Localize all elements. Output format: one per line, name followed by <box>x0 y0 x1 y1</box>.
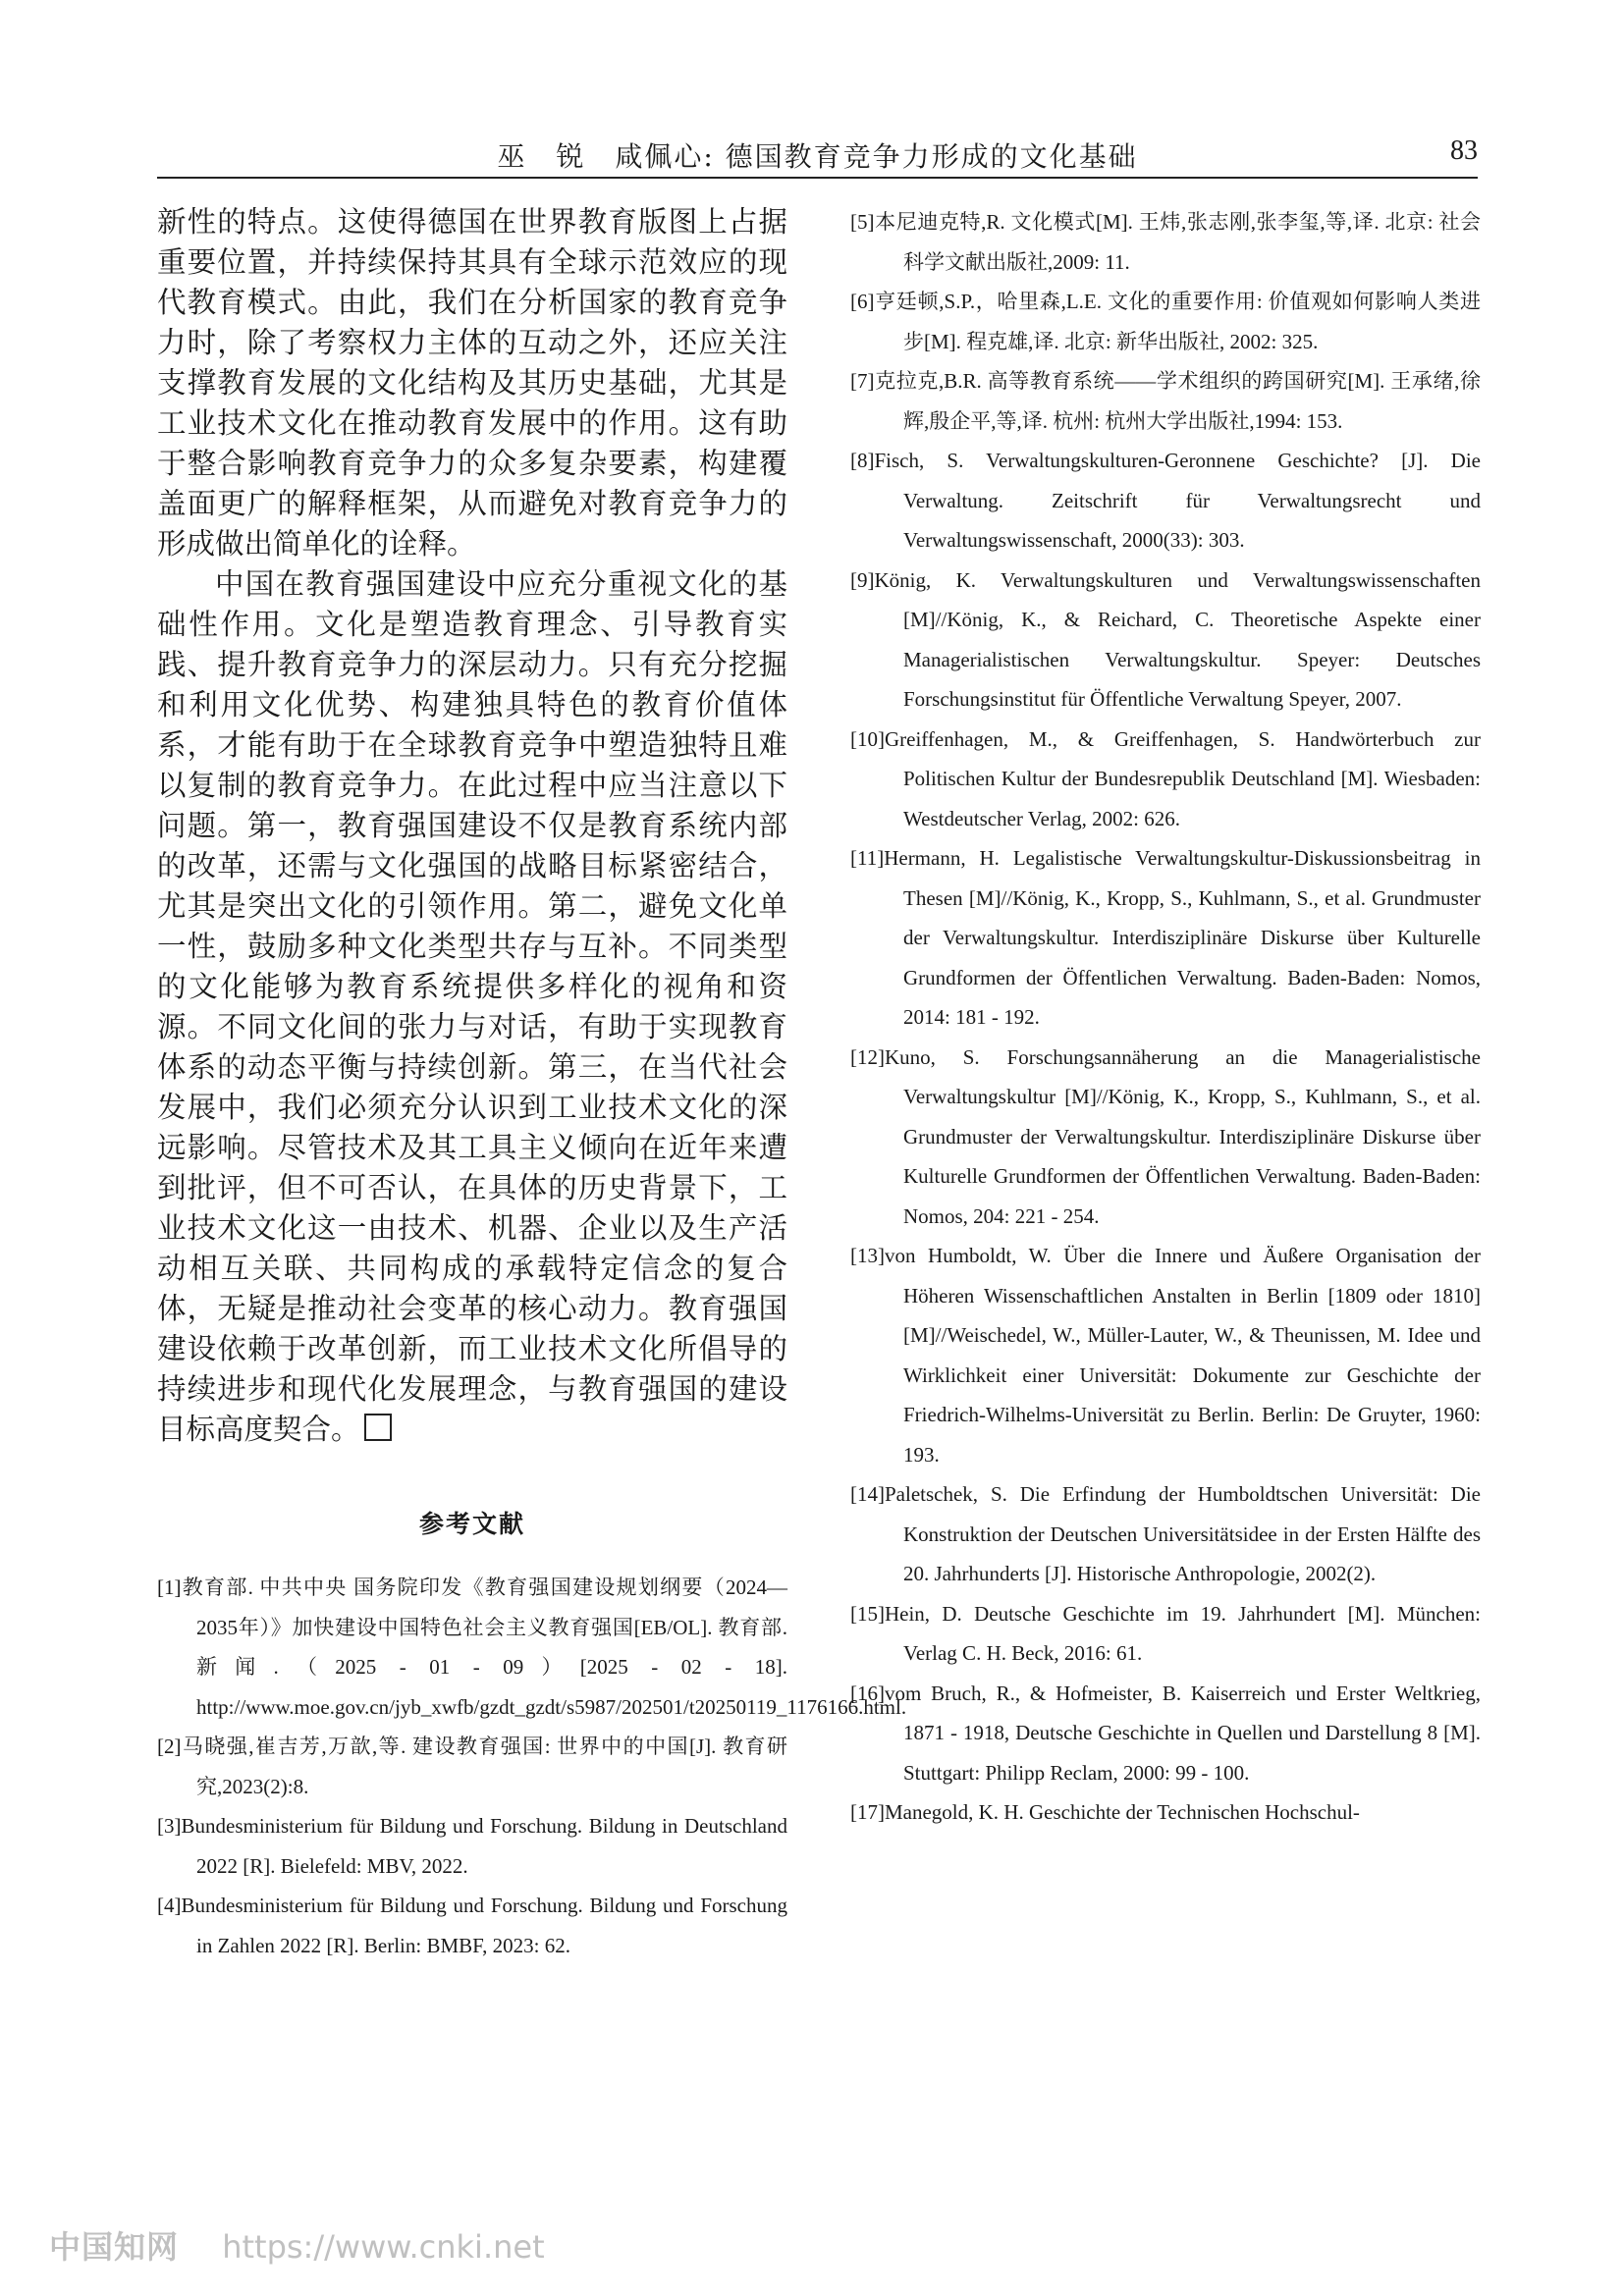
running-header <box>157 126 1478 175</box>
reference-item: [9]König, K. Verwaltungskulturen und Verwaltungswissenschaften [M]//König, K., & Reichard, C. Theoretische Aspekte einer Managerialistischen Verwaltungskultur. Speyer: Deutsches Forschungsinstitut für Öffentliche Verwaltung Speyer, 2007. <box>850 567 1481 711</box>
page-number: 83 <box>1450 135 1478 166</box>
footer-site-name: 中国知网 <box>49 2228 180 2266</box>
footer-watermark <box>49 2222 545 2268</box>
reference-item: [5]本尼迪克特,R. 文化模式[M]. 王炜,张志刚,张李玺,等,译. 北京: 社会科学文献出版社,2009: 11. <box>850 210 1481 274</box>
reference-item: [11]Hermann, H. Legalistische Verwaltungskultur-Diskussionsbeitrag in Thesen [M]//König, K., Kropp, S., Kuhlmann, S., et al. Grundmuster der Verwaltungskultur. Interdisziplinäre Diskurse über Kulturelle Grundformen der Öffentlichen Verwaltung. Baden-Baden: Nomos, 2014: 181 - 192. <box>850 846 1481 1029</box>
reference-item: [10]Greiffenhagen, M., & Greiffenhagen, S. Handwörterbuch zur Politischen Kultur der Bundesrepublik Deutschland [M]. Wiesbaden: Westdeutscher Verlag, 2002: 626. <box>850 726 1481 830</box>
reference-item: [6]亨廷顿,S.P.，哈里森,L.E. 文化的重要作用: 价值观如何影响人类进步[M]. 程克雄,译. 北京: 新华出版社, 2002: 325. <box>850 290 1481 353</box>
header-rule <box>157 177 1478 179</box>
footer-url-link[interactable]: https://www.cnki.net <box>222 2228 545 2266</box>
reference-item: [3]Bundesministerium für Bildung und Forschung. Bildung in Deutschland 2022 [R]. Bielefeld: MBV, 2022. <box>157 1814 787 1878</box>
references-heading: 参考文献 <box>418 1510 525 1538</box>
body-paragraph <box>157 564 787 1450</box>
reference-item: [2]马晓强,崔吉芳,万歆,等. 建设教育强国: 世界中的中国[J]. 教育研究,2023(2):8. <box>157 1735 787 1798</box>
reference-item: [4]Bundesministerium für Bildung und Forschung. Bildung und Forschung in Zahlen 2022 [R]. Berlin: BMBF, 2023: 62. <box>157 1894 787 1957</box>
reference-item: [13]von Humboldt, W. Über die Innere und Äußere Organisation der Höheren Wissenschaftlichen Anstalten in Berlin [1809 oder 1810] [M]//Weischedel, W., Müller-Lauter, W., & Theunissen, M. Idee und Wirklichkeit einer Universität: Dokumente zur Geschichte der Friedrich-Wilhelms-Universität zu Berlin. Berlin: De Gruyter, 1960: 193. <box>850 1244 1481 1467</box>
right-column <box>850 202 1481 1833</box>
left-column <box>157 202 907 1965</box>
running-header-title: 巫 锐 咸佩心: 德国教育竞争力形成的文化基础 <box>497 140 1138 173</box>
end-of-article-mark <box>364 1414 392 1441</box>
reference-item: [16]vom Bruch, R., & Hofmeister, B. Kaiserreich und Erster Weltkrieg, 1871 - 1918, Deutsche Geschichte in Quellen und Darstellung 8 [M]. Stuttgart: Philipp Reclam, 2000: 99 - 100. <box>850 1681 1481 1785</box>
reference-item: [15]Hein, D. Deutsche Geschichte im 19. Jahrhundert [M]. München: Verlag C. H. Beck, 2016: 61. <box>850 1601 1481 1665</box>
reference-item: [1]教育部. 中共中央 国务院印发《教育强国建设规划纲要（2024—2035年）》加快建设中国特色社会主义教育强国[EB/OL]. 教育部. 新闻.（2025 - 01 - 09）[2025 - 02 - 18]. http://www.moe.gov.cn/jyb_xwfb/gzdt_gzdt/s5987/202501/t20250119_1176166.html. <box>157 1575 907 1719</box>
reference-item: [12]Kuno, S. Forschungsannäherung an die Managerialistische Verwaltungskultur [M]//König, K., Kropp, S., Kuhlmann, S., et al. Grundmuster der Verwaltungskultur. Interdisziplinäre Diskurse über Kulturelle Grundformen der Öffentlichen Verwaltung. Baden-Baden: Nomos, 204: 221 - 254. <box>850 1044 1481 1228</box>
body-paragraph-text: 中国在教育强国建设中应充分重视文化的基础性作用。文化是塑造教育理念、引导教育实践、提升教育竞争力的深层动力。只有充分挖掘和利用文化优势、构建独具特色的教育价值体系，才能有助于在全球教育竞争中塑造独特且难以复制的教育竞争力。在此过程中应当注意以下问题。第一，教育强国建设不仅是教育系统内部的改革，还需与文化强国的战略目标紧密结合，尤其是突出文化的引领作用。第二，避免文化单一性，鼓励多种文化类型共存与互补。不同类型的文化能够为教育系统提供多样化的视角和资源。不同文化间的张力与对话，有助于实现教育体系的动态平衡与持续创新。第三，在当代社会发展中，我们必须充分认识到工业技术文化的深远影响。尽管技术及其工具主义倾向在近年来遭到批评，但不可否认，在具体的历史背景下，工业技术文化这一由技术、机器、企业以及生产活动相互关联、共同构成的承载特定信念的复合体，无疑是推动社会变革的核心动力。教育强国建设依赖于改革创新，而工业技术文化所倡导的持续进步和现代化发展理念，与教育强国的建设目标高度契合。 <box>157 567 787 1446</box>
reference-item: [7]克拉克,B.R. 高等教育系统——学术组织的跨国研究[M]. 王承绪,徐辉,殷企平,等,译. 杭州: 杭州大学出版社,1994: 153. <box>850 369 1481 433</box>
body-paragraph: 新性的特点。这使得德国在世界教育版图上占据重要位置，并持续保持其具有全球示范效应的现代教育模式。由此，我们在分析国家的教育竞争力时，除了考察权力主体的互动之外，还应关注支撑教育发展的文化结构及其历史基础，尤其是工业技术文化在推动教育发展中的作用。这有助于整合影响教育竞争力的众多复杂要素，构建覆盖面更广的解释框架，从而避免对教育竞争力的形成做出简单化的诠释。 <box>157 205 787 561</box>
reference-item: [14]Paletschek, S. Die Erfindung der Humboldtschen Universität: Die Konstruktion der Deutschen Universitätsidee in der Ersten Hälfte des 20. Jahrhunderts [J]. Historische Anthropologie, 2002(2). <box>850 1482 1481 1585</box>
reference-item: [8]Fisch, S. Verwaltungskulturen-Geronnene Geschichte? [J]. Die Verwaltung. Zeitschrift für Verwaltungsrecht und Verwaltungswissenschaft, 2000(33): 303. <box>850 449 1481 552</box>
reference-item: [17]Manegold, K. H. Geschichte der Technischen Hochschul- <box>850 1800 1360 1824</box>
